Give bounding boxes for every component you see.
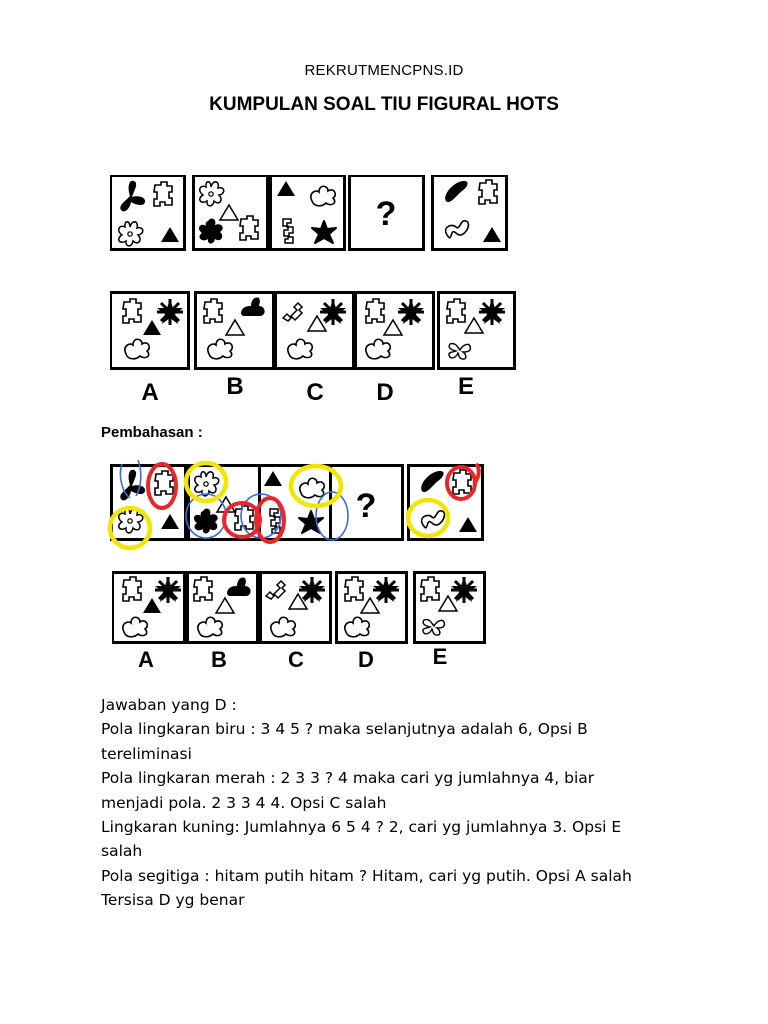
annotated-box-4 bbox=[331, 466, 403, 540]
option-letter-b: B bbox=[226, 373, 244, 400]
option-box-d bbox=[356, 293, 434, 406]
blue-pattern-line: Pola lingkaran biru : 3 4 5 ? maka selanjutnya adalah 6, Opsi B tereliminasi bbox=[101, 720, 588, 763]
annotated-option-b bbox=[188, 573, 258, 673]
question-sequence bbox=[110, 175, 510, 255]
question-mark: ? bbox=[355, 487, 377, 525]
annotated-letter-a: A bbox=[138, 647, 154, 672]
annotated-options bbox=[112, 570, 492, 675]
option-box-e bbox=[439, 293, 515, 401]
page-title: KUMPULAN SOAL TIU FIGURAL HOTS bbox=[209, 94, 559, 115]
annotated-sequence bbox=[108, 456, 508, 551]
annotated-option-e bbox=[415, 573, 485, 670]
sequence-box-4 bbox=[350, 176, 424, 250]
option-letter-c: C bbox=[306, 379, 324, 405]
option-letter-d: D bbox=[376, 379, 394, 405]
answer-options bbox=[110, 290, 530, 405]
triangle-pattern-line: Pola segitiga : hitam putih hitam ? Hitam, cari yg putih. Opsi A salah bbox=[101, 866, 632, 885]
annotated-letter-b: B bbox=[211, 647, 227, 672]
annotated-letter-d: D bbox=[358, 647, 374, 672]
sequence-box-1 bbox=[111, 176, 185, 250]
option-box-c bbox=[276, 293, 354, 406]
option-letter-a: A bbox=[141, 379, 159, 405]
sequence-box-2 bbox=[194, 176, 268, 250]
sequence-box-5 bbox=[433, 176, 507, 250]
option-box-b bbox=[196, 293, 274, 401]
sequence-box-3 bbox=[271, 176, 345, 250]
red-pattern-line: Pola lingkaran merah : 2 3 3 ? 4 maka cari yg jumlahnya 4, biar menjadi pola. 2 3 3 4 4. Opsi C salah bbox=[101, 769, 595, 812]
explanation bbox=[101, 693, 661, 913]
option-box-a bbox=[111, 293, 189, 406]
yellow-pattern-line: Lingkaran kuning: Jumlahnya 6 5 4 ? 2, cari yg jumlahnya 3. Opsi E salah bbox=[101, 818, 622, 861]
conclusion-line: Tersisa D yg benar bbox=[101, 891, 245, 910]
annotated-option-a bbox=[113, 573, 185, 673]
answer-line: Jawaban yang D : bbox=[101, 696, 237, 714]
annotated-letter-e: E bbox=[432, 644, 448, 669]
discussion-label: Pembahasan : bbox=[101, 424, 203, 441]
annotated-letter-c: C bbox=[288, 647, 304, 672]
site-header: REKRUTMENCPNS.ID bbox=[304, 62, 464, 79]
annotated-option-c bbox=[261, 573, 331, 673]
option-letter-e: E bbox=[457, 373, 475, 400]
annotated-option-d bbox=[337, 573, 407, 673]
question-mark: ? bbox=[375, 195, 397, 233]
